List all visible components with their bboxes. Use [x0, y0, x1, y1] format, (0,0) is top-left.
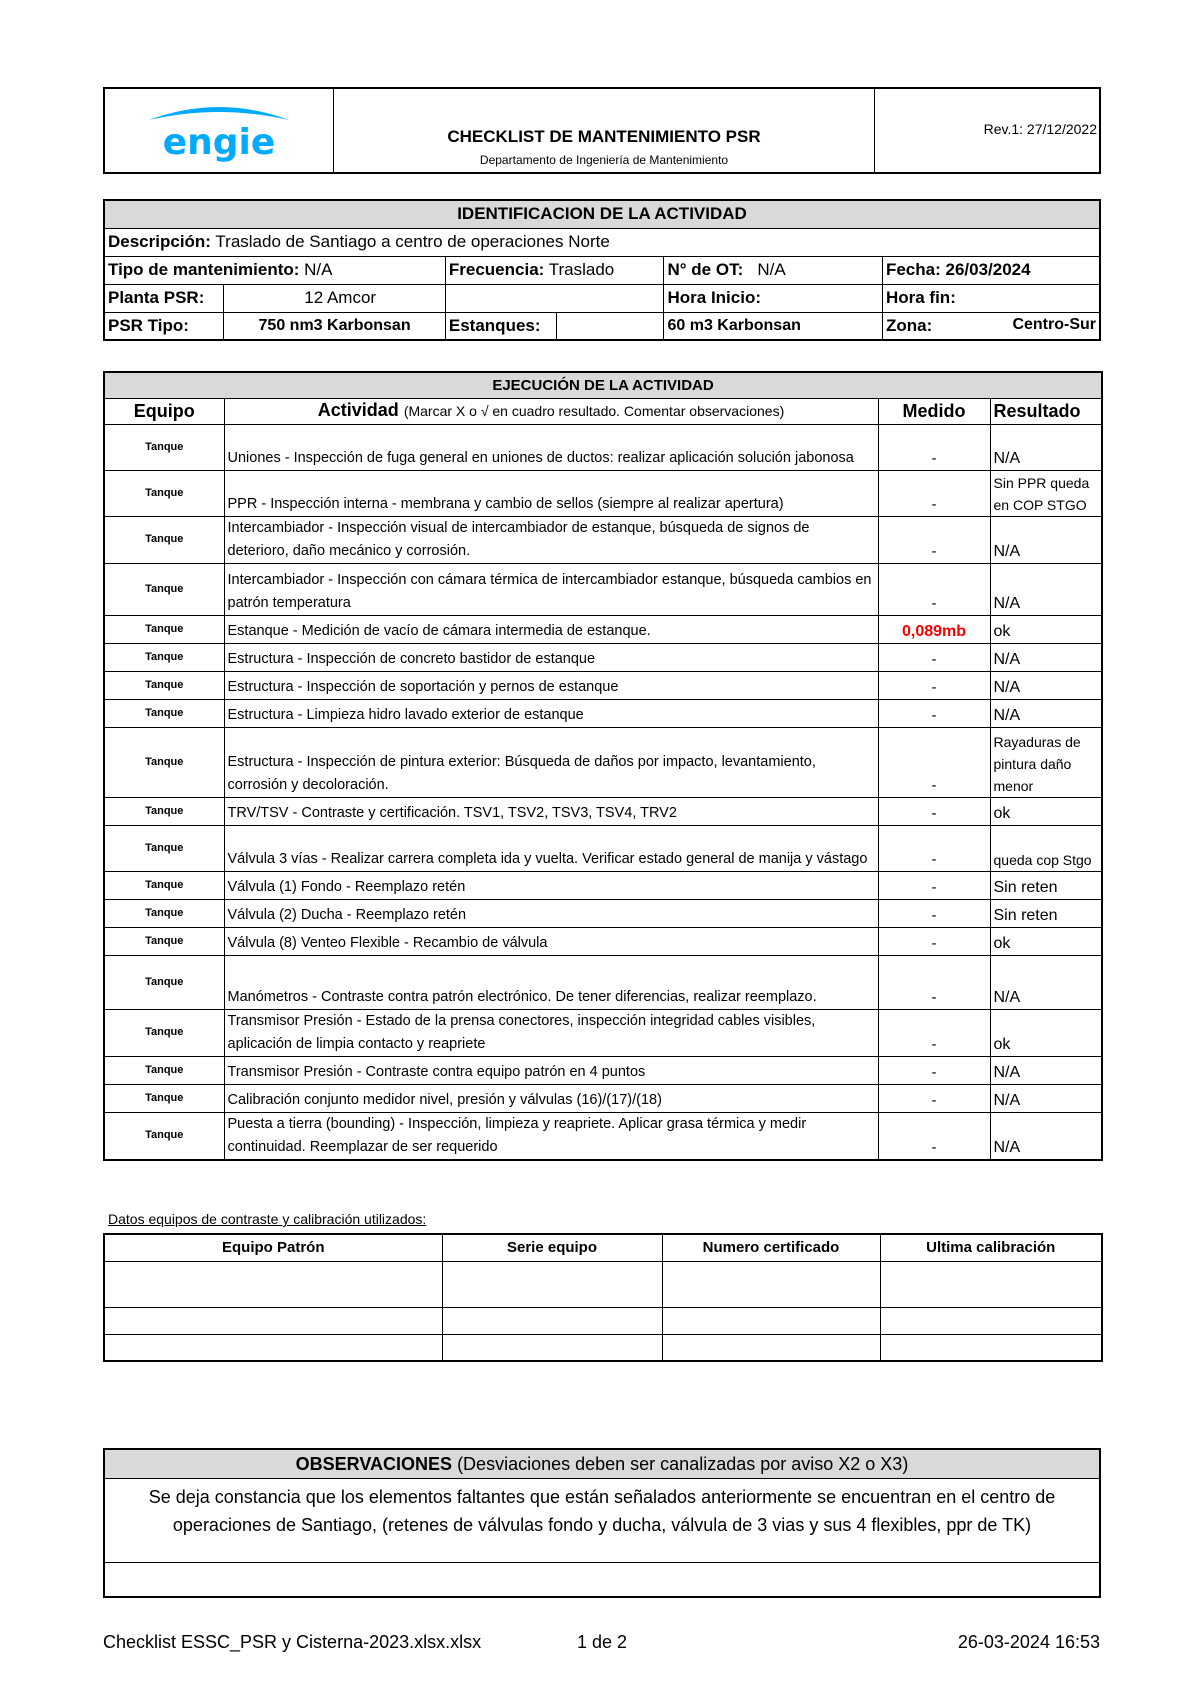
actividad-cell: Estructura - Limpieza hidro lavado exterior de estanque [224, 699, 878, 727]
actividad-cell: Estructura - Inspección de concreto bastidor de estanque [224, 643, 878, 671]
activity-row [104, 899, 1102, 927]
hora-fin-label: Hora fin: [885, 288, 956, 307]
resultado-cell[interactable]: N/A [990, 671, 1102, 699]
activity-row [104, 516, 1102, 563]
equipo-cell: Tanque [104, 825, 224, 871]
calib-row [104, 1261, 1102, 1307]
resultado-cell[interactable]: ok [990, 797, 1102, 825]
observations-blank-row [105, 1563, 1099, 1595]
calib-row [104, 1307, 1102, 1334]
revision-cell [875, 89, 1099, 172]
activity-row [104, 1112, 1102, 1160]
planta-value: 12 Amcor [224, 284, 446, 312]
resultado-cell[interactable]: Sin PPR queda en COP STGO [990, 470, 1102, 516]
activity-row [104, 699, 1102, 727]
resultado-cell[interactable]: N/A [990, 1084, 1102, 1112]
ot-cell [664, 256, 882, 284]
estanques-value: 60 m3 Karbonsan [664, 312, 882, 340]
execution-table [103, 371, 1103, 1161]
title-cell [334, 89, 875, 172]
observations-box [103, 1448, 1101, 1598]
medido-cell[interactable]: - [878, 671, 990, 699]
resultado-cell[interactable]: ok [990, 615, 1102, 643]
engie-logo [139, 100, 299, 162]
calib-cell[interactable] [442, 1334, 662, 1361]
calibration-table [103, 1233, 1103, 1362]
execution-heading: EJECUCIÓN DE LA ACTIVIDAD [104, 372, 1102, 398]
psr-tipo-label-cell [104, 312, 224, 340]
calib-cell[interactable] [880, 1307, 1102, 1334]
equipo-cell: Tanque [104, 516, 224, 563]
equipo-cell: Tanque [104, 470, 224, 516]
resultado-cell[interactable]: Sin reten [990, 899, 1102, 927]
calib-row [104, 1334, 1102, 1361]
resultado-cell[interactable]: N/A [990, 955, 1102, 1009]
activity-row [104, 671, 1102, 699]
planta-label: Planta PSR: [108, 288, 205, 307]
activity-row [104, 470, 1102, 516]
hora-fin-cell [882, 284, 1100, 312]
svg-text:engie: engie [162, 121, 276, 162]
medido-cell[interactable]: - [878, 797, 990, 825]
actividad-cell: Transmisor Presión - Estado de la prensa conectores, inspección integridad cables visibles, aplicación de limpia contacto y reapriete [224, 1009, 878, 1056]
resultado-cell[interactable]: N/A [990, 563, 1102, 615]
medido-cell[interactable]: - [878, 927, 990, 955]
document-subtitle: Departamento de Ingeniería de Mantenimiento [479, 153, 729, 167]
tipo-value: N/A [304, 260, 333, 279]
actividad-cell: Uniones - Inspección de fuga general en uniones de ductos: realizar aplicación solución jabonosa [224, 424, 878, 470]
medido-cell[interactable]: - [878, 955, 990, 1009]
document-header [103, 87, 1101, 174]
equipo-cell: Tanque [104, 1009, 224, 1056]
medido-cell[interactable]: - [878, 871, 990, 899]
zona-label: Zona: [885, 315, 933, 335]
activity-row [104, 797, 1102, 825]
equipo-cell: Tanque [104, 955, 224, 1009]
resultado-cell[interactable]: N/A [990, 424, 1102, 470]
ot-label: N° de OT: [667, 260, 744, 279]
col-resultado: Resultado [990, 398, 1102, 424]
frecuencia-cell [445, 256, 664, 284]
equipo-cell: Tanque [104, 671, 224, 699]
activity-row [104, 424, 1102, 470]
equipo-cell: Tanque [104, 797, 224, 825]
calib-cell[interactable] [662, 1261, 880, 1307]
activity-row [104, 615, 1102, 643]
actividad-cell: Válvula (8) Venteo Flexible - Recambio de válvula [224, 927, 878, 955]
activity-row [104, 955, 1102, 1009]
col-equipo: Equipo [104, 398, 224, 424]
identification-table [103, 199, 1101, 341]
footer-file: Checklist ESSC_PSR y Cisterna-2023.xlsx.xlsx [103, 1632, 482, 1652]
observations-text: Se deja constancia que los elementos faltantes que están señalados anteriormente se encuentran en el centro de operaciones de Santiago, (retenes de válvulas fondo y ducha, válvula de 3 vias y sus 4 flexibles, ppr de TK) [105, 1479, 1099, 1563]
actividad-cell: Puesta a tierra (bounding) - Inspección, limpieza y reapriete. Aplicar grasa térmica y medir continuidad. Reemplazar de ser requerido [224, 1112, 878, 1160]
resultado-cell[interactable]: ok [990, 927, 1102, 955]
calib-cell[interactable] [662, 1307, 880, 1334]
activity-row [104, 927, 1102, 955]
resultado-cell[interactable]: N/A [990, 699, 1102, 727]
footer-datetime: 26-03-2024 16:53 [957, 1632, 1100, 1652]
activity-row [104, 643, 1102, 671]
calib-cell[interactable] [662, 1334, 880, 1361]
identification-heading: IDENTIFICACION DE LA ACTIVIDAD [104, 200, 1100, 228]
ot-value: N/A [757, 260, 786, 279]
blank-cell [445, 284, 664, 312]
actividad-cell: Intercambiador - Inspección visual de intercambiador de estanque, búsqueda de signos de deterioro, daño mecánico y corrosión. [224, 516, 878, 563]
fecha-label: Fecha: 26/03/2024 [885, 260, 1031, 279]
equipo-cell: Tanque [104, 424, 224, 470]
document-title: CHECKLIST DE MANTENIMIENTO PSR [447, 127, 761, 146]
descripcion-label: Descripción: [108, 232, 211, 251]
observations-heading [105, 1450, 1099, 1479]
estanques-label: Estanques: [446, 313, 557, 340]
calib-header-calibracion: Ultima calibración [880, 1234, 1102, 1261]
calib-cell[interactable] [104, 1334, 442, 1361]
resultado-cell[interactable]: Rayaduras de pintura daño menor [990, 727, 1102, 797]
revision-text: Rev.1: 27/12/2022 [983, 121, 1097, 137]
medido-cell[interactable]: - [878, 825, 990, 871]
calib-cell[interactable] [442, 1307, 662, 1334]
equipo-cell: Tanque [104, 871, 224, 899]
tipo-cell [104, 256, 445, 284]
actividad-cell: PPR - Inspección interna - membrana y cambio de sellos (siempre al realizar apertura) [224, 470, 878, 516]
resultado-cell[interactable]: N/A [990, 516, 1102, 563]
descripcion-row [104, 228, 1100, 256]
medido-cell[interactable]: 0,089mb [878, 615, 990, 643]
equipo-cell: Tanque [104, 615, 224, 643]
equipo-cell: Tanque [104, 699, 224, 727]
frecuencia-value: Traslado [548, 260, 615, 279]
resultado-cell[interactable]: Sin reten [990, 871, 1102, 899]
medido-cell[interactable]: - [878, 1112, 990, 1160]
actividad-cell: Válvula 3 vías - Realizar carrera completa ida y vuelta. Verificar estado general de manija y vástago [224, 825, 878, 871]
equipo-cell: Tanque [104, 899, 224, 927]
hora-inicio-label: Hora Inicio: [667, 288, 761, 307]
observations-heading-bold: OBSERVACIONES [295, 1454, 453, 1474]
col-actividad [224, 398, 878, 424]
zona-cell [882, 312, 1100, 340]
medido-cell[interactable]: - [878, 516, 990, 563]
logo-cell [105, 89, 334, 172]
descripcion-value: Traslado de Santiago a centro de operaciones Norte [215, 232, 610, 251]
medido-cell[interactable]: - [878, 1056, 990, 1084]
medido-cell[interactable]: - [878, 699, 990, 727]
actividad-cell: Intercambiador - Inspección con cámara térmica de intercambiador estanque, búsqueda cambios en patrón temperatura [224, 563, 878, 615]
calib-header-certificado: Numero certificado [662, 1234, 880, 1261]
col-medido: Medido [878, 398, 990, 424]
activity-row [104, 825, 1102, 871]
equipo-cell: Tanque [104, 727, 224, 797]
actividad-cell: Manómetros - Contraste contra patrón electrónico. De tener diferencias, realizar reemplazo. [224, 955, 878, 1009]
observations-heading-note: (Desviaciones deben ser canalizadas por aviso X2 o X3) [457, 1454, 909, 1474]
calib-cell[interactable] [880, 1261, 1102, 1307]
calib-cell[interactable] [880, 1334, 1102, 1361]
medido-cell[interactable]: - [878, 424, 990, 470]
medido-cell[interactable]: - [878, 1084, 990, 1112]
activity-row [104, 871, 1102, 899]
equipo-cell: Tanque [104, 1112, 224, 1160]
planta-label-cell [104, 284, 224, 312]
footer-page: 1 de 2 [577, 1632, 628, 1652]
activity-row [104, 563, 1102, 615]
equipo-cell: Tanque [104, 1056, 224, 1084]
actividad-cell: Estructura - Inspección de pintura exterior: Búsqueda de daños por impacto, levantamiento, corrosión y decoloración. [224, 727, 878, 797]
psr-tipo-value: 750 nm3 Karbonsan [224, 312, 446, 340]
actividad-cell: TRV/TSV - Contraste y certificación. TSV1, TSV2, TSV3, TSV4, TRV2 [224, 797, 878, 825]
equipo-cell: Tanque [104, 563, 224, 615]
fecha-cell [882, 256, 1100, 284]
resultado-cell[interactable]: ok [990, 1009, 1102, 1056]
calibration-label: Datos equipos de contraste y calibración utilizados: [108, 1211, 427, 1227]
calib-header-serie: Serie equipo [442, 1234, 662, 1261]
actividad-cell: Calibración conjunto medidor nivel, presión y válvulas (16)/(17)/(18) [224, 1084, 878, 1112]
zona-value: Centro-Sur [1012, 315, 1096, 333]
medido-cell[interactable]: - [878, 727, 990, 797]
actividad-cell: Válvula (2) Ducha - Reemplazo retén [224, 899, 878, 927]
equipo-cell: Tanque [104, 927, 224, 955]
actividad-cell: Estanque - Medición de vacío de cámara intermedia de estanque. [224, 615, 878, 643]
medido-cell[interactable]: - [878, 899, 990, 927]
equipo-cell: Tanque [104, 643, 224, 671]
medido-cell[interactable]: - [878, 470, 990, 516]
resultado-cell[interactable]: queda cop Stgo [990, 825, 1102, 871]
calib-cell[interactable] [104, 1261, 442, 1307]
col-actividad-label: Actividad [317, 400, 399, 420]
col-actividad-note: (Marcar X o √ en cuadro resultado. Comentar observaciones) [403, 403, 785, 419]
equipo-cell: Tanque [104, 1084, 224, 1112]
calib-header-equipo: Equipo Patrón [104, 1234, 442, 1261]
hora-inicio-cell [664, 284, 882, 312]
activity-row [104, 727, 1102, 797]
activity-row [104, 1009, 1102, 1056]
activity-row [104, 1084, 1102, 1112]
medido-cell[interactable]: - [878, 643, 990, 671]
actividad-cell: Válvula (1) Fondo - Reemplazo retén [224, 871, 878, 899]
medido-cell[interactable]: - [878, 563, 990, 615]
psr-tipo-label: PSR Tipo: [108, 315, 189, 335]
calib-cell[interactable] [104, 1307, 442, 1334]
tipo-label: Tipo de mantenimiento: [108, 260, 300, 279]
frecuencia-label: Frecuencia: [448, 260, 545, 279]
estanques-cell [445, 312, 664, 340]
calib-cell[interactable] [442, 1261, 662, 1307]
resultado-cell[interactable]: N/A [990, 1056, 1102, 1084]
estanques-value-left [557, 313, 664, 340]
resultado-cell[interactable]: N/A [990, 1112, 1102, 1160]
actividad-cell: Estructura - Inspección de soportación y pernos de estanque [224, 671, 878, 699]
medido-cell[interactable]: - [878, 1009, 990, 1056]
actividad-cell: Transmisor Presión - Contraste contra equipo patrón en 4 puntos [224, 1056, 878, 1084]
activity-row [104, 1056, 1102, 1084]
resultado-cell[interactable]: N/A [990, 643, 1102, 671]
